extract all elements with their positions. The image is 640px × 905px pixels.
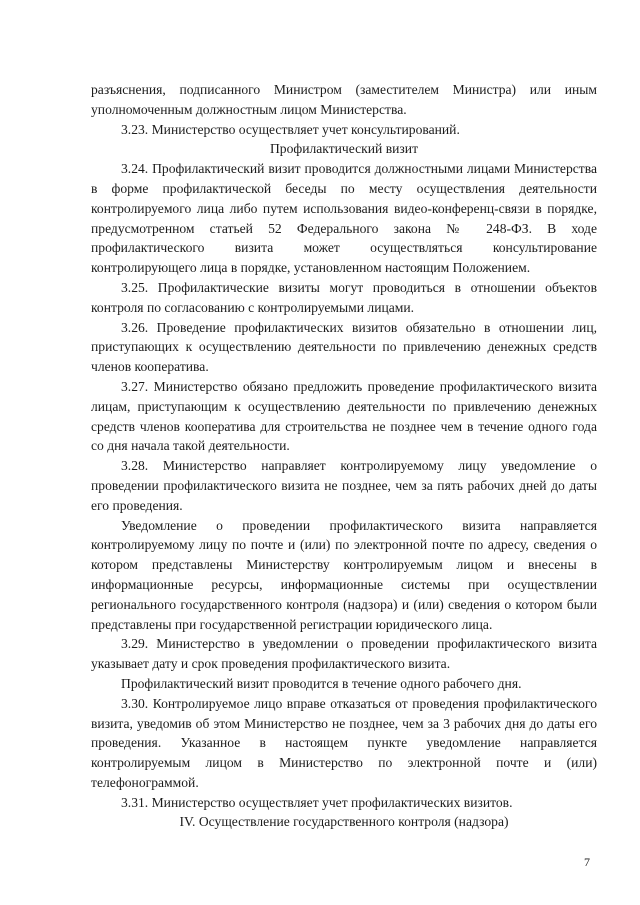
paragraph-3-24: 3.24. Профилактический визит проводится должностными лицами Министерства в форме профилактической беседы по месту осуществления деятельности контролируемого лица либо путем использования видео-конференц-связи в порядке, предусмотренном статьей 52 Федерального закона № 248-ФЗ. В ходе профилактического визита может осуществляться консультирование контролирующего лица в порядке, установленном настоящим Положением. [91,161,597,276]
paragraph-3-23: 3.23. Министерство осуществляет учет консультирований. [121,121,460,137]
subheading-preventive-visit: Профилактический визит [269,141,419,157]
paragraph-3-29-duration: Профилактический визит проводится в течение одного рабочего дня. [121,675,522,691]
paragraph-3-30: 3.30. Контролируемое лицо вправе отказаться от проведения профилактического визита, уведомив об этом Министерство не позднее, чем за 3 рабочих дня до даты его проведения. Указанное в настоящем пункте уведомление направляется контролируемым лицом в Министерство по электронной почте и (или) телефонограммой. [91,695,597,790]
document-body [91,80,597,832]
paragraph-3-26: 3.26. Проведение профилактических визитов обязательно в отношении лиц, приступающих к осуществлению деятельности по привлечению денежных средств членов кооператива. [91,319,597,375]
paragraph-intro-continuation: разъяснения, подписанного Министром (заместителем Министра) или иным уполномоченным должностным лицом Министерства. [91,82,597,117]
paragraph-3-27: 3.27. Министерство обязано предложить проведение профилактического визита лицам, приступающим к осуществлению деятельности по привлечению денежных средств членов кооператива для строительства не позднее чем в течение одного года со дня начала такой деятельности. [91,378,597,454]
paragraph-3-29: 3.29. Министерство в уведомлении о проведении профилактического визита указывает дату и срок проведения профилактического визита. [91,636,597,672]
paragraph-3-28-notification: Уведомление о проведении профилактического визита направляется контролируемому лицу по почте и (или) по электронной почте по адресу, сведения о котором представлены Министерству контролируемым лицом и внесены в информационные ресурсы, информационные системы при осуществлении регионального государственного контроля (надзора) и (или) сведения о котором были представлены при государственной регистрации юридического лица. [91,517,597,632]
paragraph-3-31: 3.31. Министерство осуществляет учет профилактических визитов. [121,794,513,810]
paragraph-3-28: 3.28. Министерство направляет контролируемому лицу уведомление о проведении профилактического визита не позднее, чем за пять рабочих дней до даты его проведения. [91,458,597,513]
page-number: 7 [584,855,590,869]
section-heading-iv: IV. Осуществление государственного контроля (надзора) [179,814,509,830]
paragraph-3-25: 3.25. Профилактические визиты могут проводиться в отношении объектов контроля по согласованию с контролируемыми лицами. [91,279,597,315]
